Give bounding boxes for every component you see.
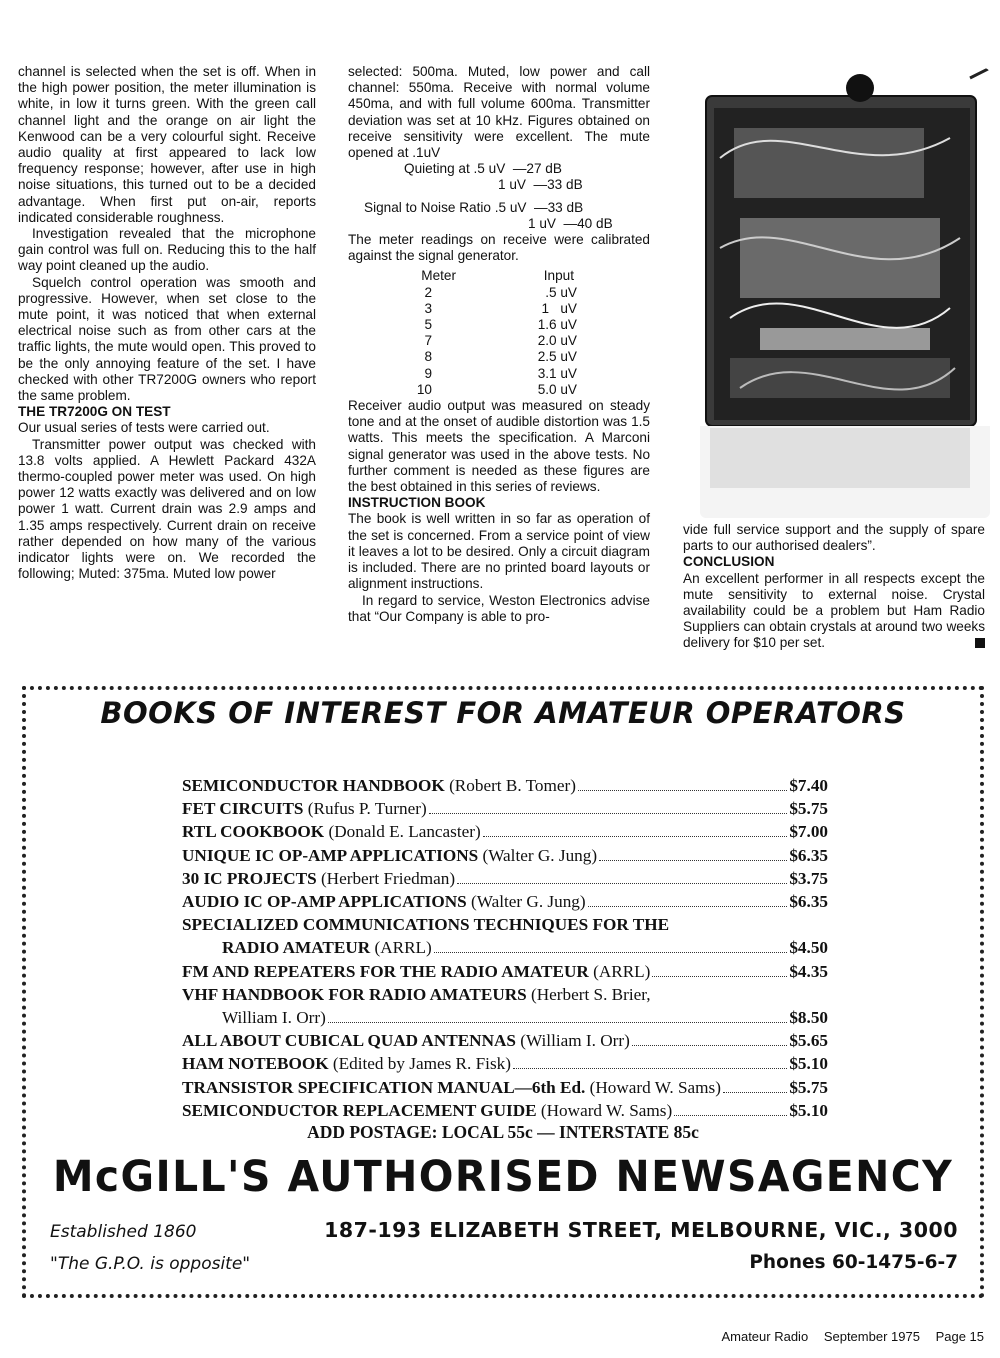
book-title: UNIQUE IC OP-AMP APPLICATIONS <box>182 845 479 865</box>
dot-leader <box>434 952 788 953</box>
quieting-line-2: 1 uV —33 dB <box>498 177 583 193</box>
book-title: ALL ABOUT CUBICAL QUAD ANTENNAS <box>182 1031 516 1051</box>
article-column-2 <box>348 64 650 625</box>
postage-text: ADD POSTAGE: LOCAL 55c — INTERSTATE 85c <box>307 1122 699 1142</box>
book-price: $5.75 <box>789 1077 828 1097</box>
input-value: 3.1 uV <box>537 365 577 381</box>
book-title-cont: RADIO AMATEUR <box>222 938 371 958</box>
input-value: 2.5 uV <box>537 349 577 365</box>
book-entry-line-2 <box>182 1006 828 1029</box>
book-entry-line-2 <box>182 936 828 959</box>
meter-row <box>348 333 650 349</box>
paragraph: channel is selected when the set is off. When in the high power position, the meter illumination is white, in low it turns green. With the green call channel light and the orange on air light the Kenwood can be a very colourful sight. Receive audio quality at first appeared to lack low frequency response; however, after use in high noise situations, this turned out to be a decided advantage. When first put on-air, reports indicated considerable roughness. <box>18 64 316 225</box>
meter-row <box>348 301 650 317</box>
dot-leader <box>483 836 788 837</box>
paragraph: The book is well written in so far as operation of the set is concerned. From a service point of view it leaves a lot to be desired. Only a circuit diagram is included. There are no printed board layouts or alignment instructions. <box>348 511 650 592</box>
dot-leader <box>578 790 787 791</box>
meter-table <box>348 268 650 398</box>
dot-leader <box>632 1045 788 1046</box>
book-price: $6.35 <box>789 845 828 865</box>
dotted-border-top <box>22 686 984 690</box>
meter-row <box>348 366 650 382</box>
postage-line <box>22 1122 984 1143</box>
book-entry <box>182 1099 828 1122</box>
book-author: (William I. Orr) <box>520 1031 630 1051</box>
book-author: (ARRL) <box>593 961 651 981</box>
book-entry <box>182 890 828 913</box>
shop-address: 187-193 ELIZABETH STREET, MELBOURNE, VIC., 3000 <box>324 1218 958 1242</box>
meter-value: 5 <box>424 317 432 333</box>
meter-value: 9 <box>424 365 432 381</box>
established-text: Established 1860 <box>50 1222 197 1242</box>
meter-row <box>348 317 650 333</box>
meter-value: 3 <box>424 300 432 316</box>
dot-leader <box>513 1068 787 1069</box>
book-entry <box>182 1052 828 1075</box>
book-entry <box>182 960 828 983</box>
meter-value: 7 <box>424 333 432 349</box>
dot-leader <box>588 906 788 907</box>
meter-value: 2 <box>424 284 432 300</box>
input-value: .5 uV <box>545 284 577 300</box>
dotted-border-left <box>22 686 26 1298</box>
input-value: 5.0 uV <box>537 381 577 397</box>
book-author: (Howard W. Sams) <box>589 1077 721 1097</box>
book-author: (Walter G. Jung) <box>471 892 586 912</box>
quieting-line-1: Quieting at .5 uV —27 dB <box>404 161 562 177</box>
meter-row <box>348 382 650 398</box>
dot-leader <box>652 976 787 977</box>
section-heading: THE TR7200G ON TEST <box>18 404 171 420</box>
meter-value: 8 <box>424 349 432 365</box>
dot-leader <box>328 1022 787 1023</box>
meter-row <box>348 349 650 365</box>
book-author: (Howard W. Sams) <box>540 1100 673 1120</box>
book-title: FET CIRCUITS <box>182 799 304 819</box>
book-price: $4.35 <box>789 961 828 981</box>
page-number: Page 15 <box>935 1329 984 1344</box>
book-author: (Donald E. Lancaster) <box>328 822 481 842</box>
book-price: $5.65 <box>789 1031 828 1051</box>
section-heading: CONCLUSION <box>683 554 775 570</box>
meter-row <box>348 285 650 301</box>
issue-date: September 1975 <box>823 1329 920 1344</box>
dotted-border-right <box>980 686 984 1298</box>
book-entry <box>182 774 828 797</box>
snr-line-2: 1 uV —40 dB <box>528 215 613 231</box>
book-title: RTL COOKBOOK <box>182 822 325 842</box>
input-value: 1 uV <box>541 300 577 316</box>
book-entry <box>182 1029 828 1052</box>
book-title: FM AND REPEATERS FOR THE RADIO AMATEUR <box>182 961 589 981</box>
book-title: SEMICONDUCTOR REPLACEMENT GUIDE <box>182 1100 537 1120</box>
input-header: Input <box>543 268 574 284</box>
paragraph <box>683 571 985 652</box>
book-price: $7.00 <box>789 822 828 842</box>
book-entry <box>182 1076 828 1099</box>
book-author: (Robert B. Tomer) <box>449 776 576 795</box>
page-footer <box>709 1329 984 1344</box>
book-author: (Edited by James R. Fisk) <box>332 1054 511 1074</box>
meter-rows <box>348 285 650 398</box>
article-column-3 <box>683 522 985 652</box>
book-title: 30 IC PROJECTS <box>182 868 317 888</box>
input-value: 1.6 uV <box>537 317 577 333</box>
book-entry <box>182 797 828 820</box>
radio-interior-photo <box>700 68 990 518</box>
meter-value: 10 <box>416 381 432 397</box>
book-entry-line-1 <box>182 913 828 936</box>
paragraph: selected: 500ma. Muted, low power and call channel: 550ma. Receive with normal volume 450ma, and with full volume 600ma. Transmitter deviation was set at 10 kHz. Figures obtained on receive sensitivity were excellent. The mute opened at .1uV <box>348 64 650 161</box>
book-entry <box>182 844 828 867</box>
meter-table-header <box>348 268 650 284</box>
gpo-note: "The G.P.O. is opposite" <box>50 1254 251 1274</box>
book-list <box>182 774 828 1122</box>
book-price: $4.50 <box>789 938 828 958</box>
shop-name: McGILL'S AUTHORISED NEWSAGENCY <box>52 1152 954 1202</box>
dot-leader <box>674 1115 787 1116</box>
book-price: $3.75 <box>789 868 828 888</box>
book-entry <box>182 867 828 890</box>
end-mark-icon <box>975 638 985 648</box>
book-title: HAM NOTEBOOK <box>182 1054 329 1074</box>
book-entry <box>182 820 828 843</box>
phone-numbers: Phones 60-1475-6-7 <box>749 1252 958 1273</box>
book-author: (Walter G. Jung) <box>482 845 598 865</box>
book-title: TRANSISTOR SPECIFICATION MANUAL—6th Ed. <box>182 1077 586 1097</box>
dot-leader <box>599 860 787 861</box>
magazine-name: Amateur Radio <box>721 1329 809 1344</box>
paragraph: Investigation revealed that the microphone gain control was full on. Reducing this to the half way point cleaned up the audio. <box>18 226 316 274</box>
book-title: SPECIALIZED COMMUNICATIONS TECHNIQUES FOR THE <box>182 915 670 935</box>
book-author: (Rufus P. Turner) <box>307 799 427 819</box>
book-price: $6.35 <box>789 892 828 912</box>
dot-leader <box>457 883 787 884</box>
paragraph: The meter readings on receive were calibrated against the signal generator. <box>348 232 650 264</box>
paragraph: Transmitter power output was checked with 13.8 volts applied. A Hewlett Packard 432A thermo-coupled power meter was used. On high power 12 watts exactly was delivered and on low power 1 watt. Current drain was 2.9 amps and 1.35 amps respectively. Current drain on receive rather depended on how many of the various indicator lights were on. We recorded the following; Muted: 375ma. Muted low power <box>18 436 316 582</box>
section-heading: INSTRUCTION BOOK <box>348 495 486 511</box>
book-price: $5.10 <box>789 1100 828 1120</box>
article-column-1 <box>18 64 316 583</box>
book-price: $5.10 <box>789 1054 828 1074</box>
paragraph: In regard to service, Weston Electronics advise that “Our Company is able to pro- <box>348 592 650 624</box>
paragraph: Our usual series of tests were carried out. <box>18 420 270 436</box>
paragraph: vide full service support and the supply of spare parts to our authorised dealers”. <box>683 522 985 554</box>
book-price: $8.50 <box>789 1008 828 1028</box>
book-title: SEMICONDUCTOR HANDBOOK <box>182 776 445 795</box>
book-price: $7.40 <box>789 776 828 795</box>
book-title: VHF HANDBOOK FOR RADIO AMATEURS <box>182 984 527 1004</box>
paragraph: Receiver audio output was measured on steady tone and at the onset of audible distortion was 1.5 watts. This meets the specification. A Marconi signal generator was used in the above tests. No further comment is needed as these figures are the best obtained in this series of reviews. <box>348 398 650 495</box>
paragraph: Squelch control operation was smooth and progressive. However, when set close to the mute point, it was noticed that when external electrical noise such as from other cars at the traffic lights, the mute would open. This proved to be the only annoying feature of the set. I have checked with other TR7200G owners who report the same problem. <box>18 274 316 404</box>
book-price: $5.75 <box>789 799 828 819</box>
input-value: 2.0 uV <box>537 333 577 349</box>
conclusion-text: An excellent performer in all respects except the mute sensitivity to external noise. Crystal availability could be a problem but Ham Radio Suppliers can obtain crystals at around two weeks delivery for $10 per set. <box>683 570 985 651</box>
ad-title: BOOKS OF INTEREST FOR AMATEUR OPERATORS <box>100 696 906 730</box>
meter-header: Meter <box>421 268 456 284</box>
book-author: (Herbert Friedman) <box>320 868 456 888</box>
book-author-cont: William I. Orr) <box>222 1008 326 1028</box>
dot-leader <box>723 1092 787 1093</box>
snr-line-1: Signal to Noise Ratio .5 uV —33 dB <box>364 199 584 215</box>
dotted-border-bottom <box>22 1294 984 1298</box>
book-author: (ARRL) <box>374 938 432 958</box>
radio-interior-image <box>700 68 990 518</box>
book-entry-line-1 <box>182 983 828 1006</box>
advertisement <box>22 686 984 1298</box>
book-title: AUDIO IC OP-AMP APPLICATIONS <box>182 892 467 912</box>
book-author: (Herbert S. Brier, <box>531 984 651 1004</box>
dot-leader <box>429 813 788 814</box>
